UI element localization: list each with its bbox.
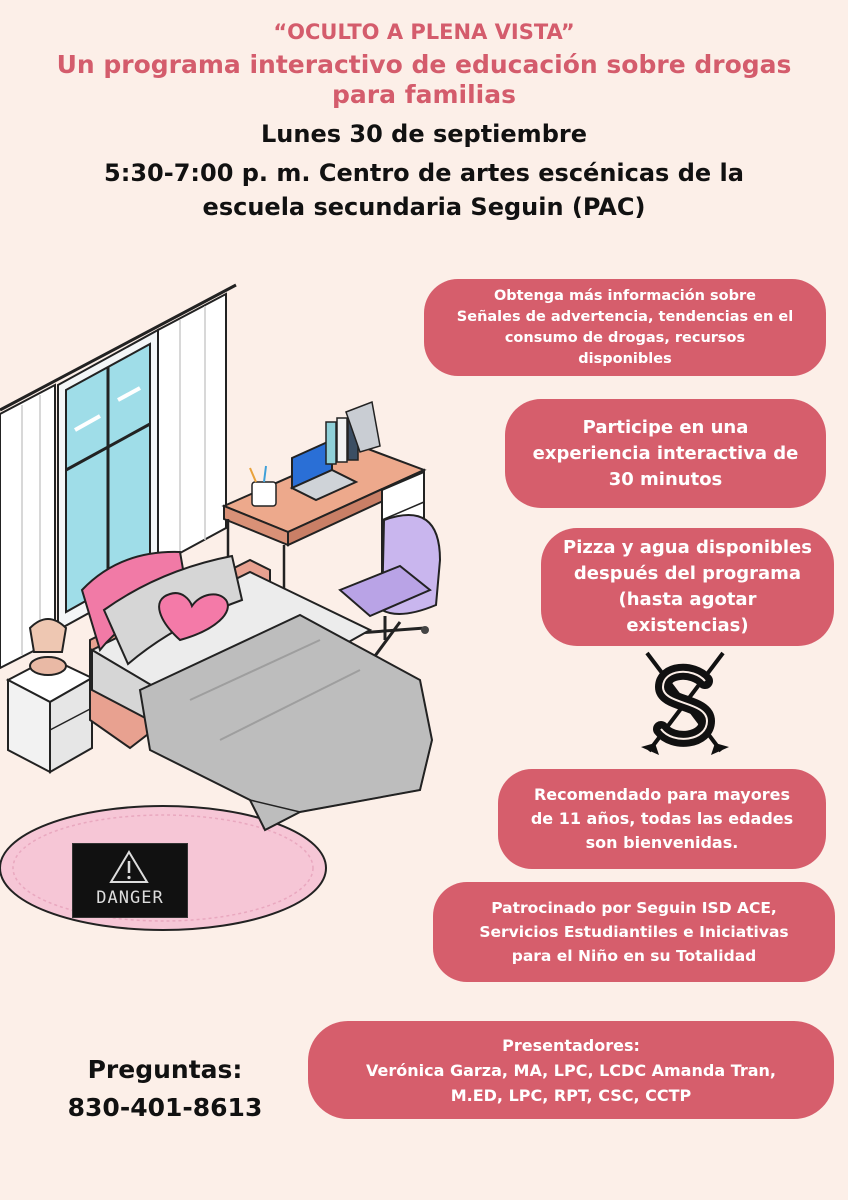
info-pill-participate — [505, 399, 826, 508]
pill-line: Verónica Garza, MA, LPC, LCDC Amanda Tran, — [365, 1060, 776, 1080]
event-subtitle — [0, 50, 848, 110]
pill-line: son bienvenidas. — [585, 833, 739, 852]
pill-line: Recomendado para mayores — [533, 785, 790, 804]
info-pill-pizza — [541, 528, 834, 646]
pill-line: Obtenga más información sobre — [493, 287, 757, 304]
contact-label: Preguntas: — [87, 1055, 243, 1084]
danger-sign-label: DANGER — [96, 888, 164, 908]
pill-line: Patrocinado por Seguin ISD ACE, — [491, 899, 777, 917]
pill-line: M.ED, LPC, RPT, CSC, CCTP — [450, 1085, 692, 1105]
pill-line: (hasta agotar — [618, 589, 757, 610]
pill-line: consumo de drogas, recursos — [504, 329, 746, 346]
pill-line: para el Niño en su Totalidad — [511, 947, 757, 965]
contact-phone[interactable]: 830-401-8613 — [67, 1093, 263, 1122]
pill-line: Servicios Estudiantiles e Iniciativas — [479, 923, 789, 941]
event-title: “OCULTO A PLENA VISTA” — [273, 20, 575, 44]
info-pill-age — [498, 769, 826, 869]
info-pill-sponsor — [433, 882, 835, 982]
danger-sign — [72, 843, 188, 918]
event-date: Lunes 30 de septiembre — [261, 120, 587, 148]
pill-line: existencias) — [626, 615, 749, 636]
pill-line: Pizza y agua disponibles — [563, 537, 812, 558]
pill-line: 30 minutos — [608, 468, 723, 490]
info-pill-learn-more — [424, 279, 826, 376]
warning-icon — [109, 850, 149, 884]
pill-line: después del programa — [573, 563, 802, 584]
pill-line: disponibles — [578, 350, 672, 367]
pill-line: Presentadores: — [502, 1035, 640, 1055]
event-time-place — [0, 156, 848, 224]
bedroom-illustration — [0, 280, 450, 960]
pill-line: experiencia interactiva de — [532, 442, 799, 464]
pill-line: Participe en una — [582, 416, 749, 438]
time-place-line-2: escuela secundaria Seguin (PAC) — [202, 193, 646, 221]
pill-line: Señales de advertencia, tendencias en el — [456, 308, 794, 325]
school-logo-icon — [633, 651, 737, 759]
contact-block — [40, 1051, 290, 1127]
pill-line: de 11 años, todas las edades — [530, 809, 794, 828]
time-place-line-1: 5:30-7:00 p. m. Centro de artes escénicas de la — [104, 159, 744, 187]
info-pill-presenters — [308, 1021, 834, 1119]
subtitle-line-2: para familias — [332, 80, 516, 109]
subtitle-line-1: Un programa interactivo de educación sobre drogas — [56, 50, 792, 79]
